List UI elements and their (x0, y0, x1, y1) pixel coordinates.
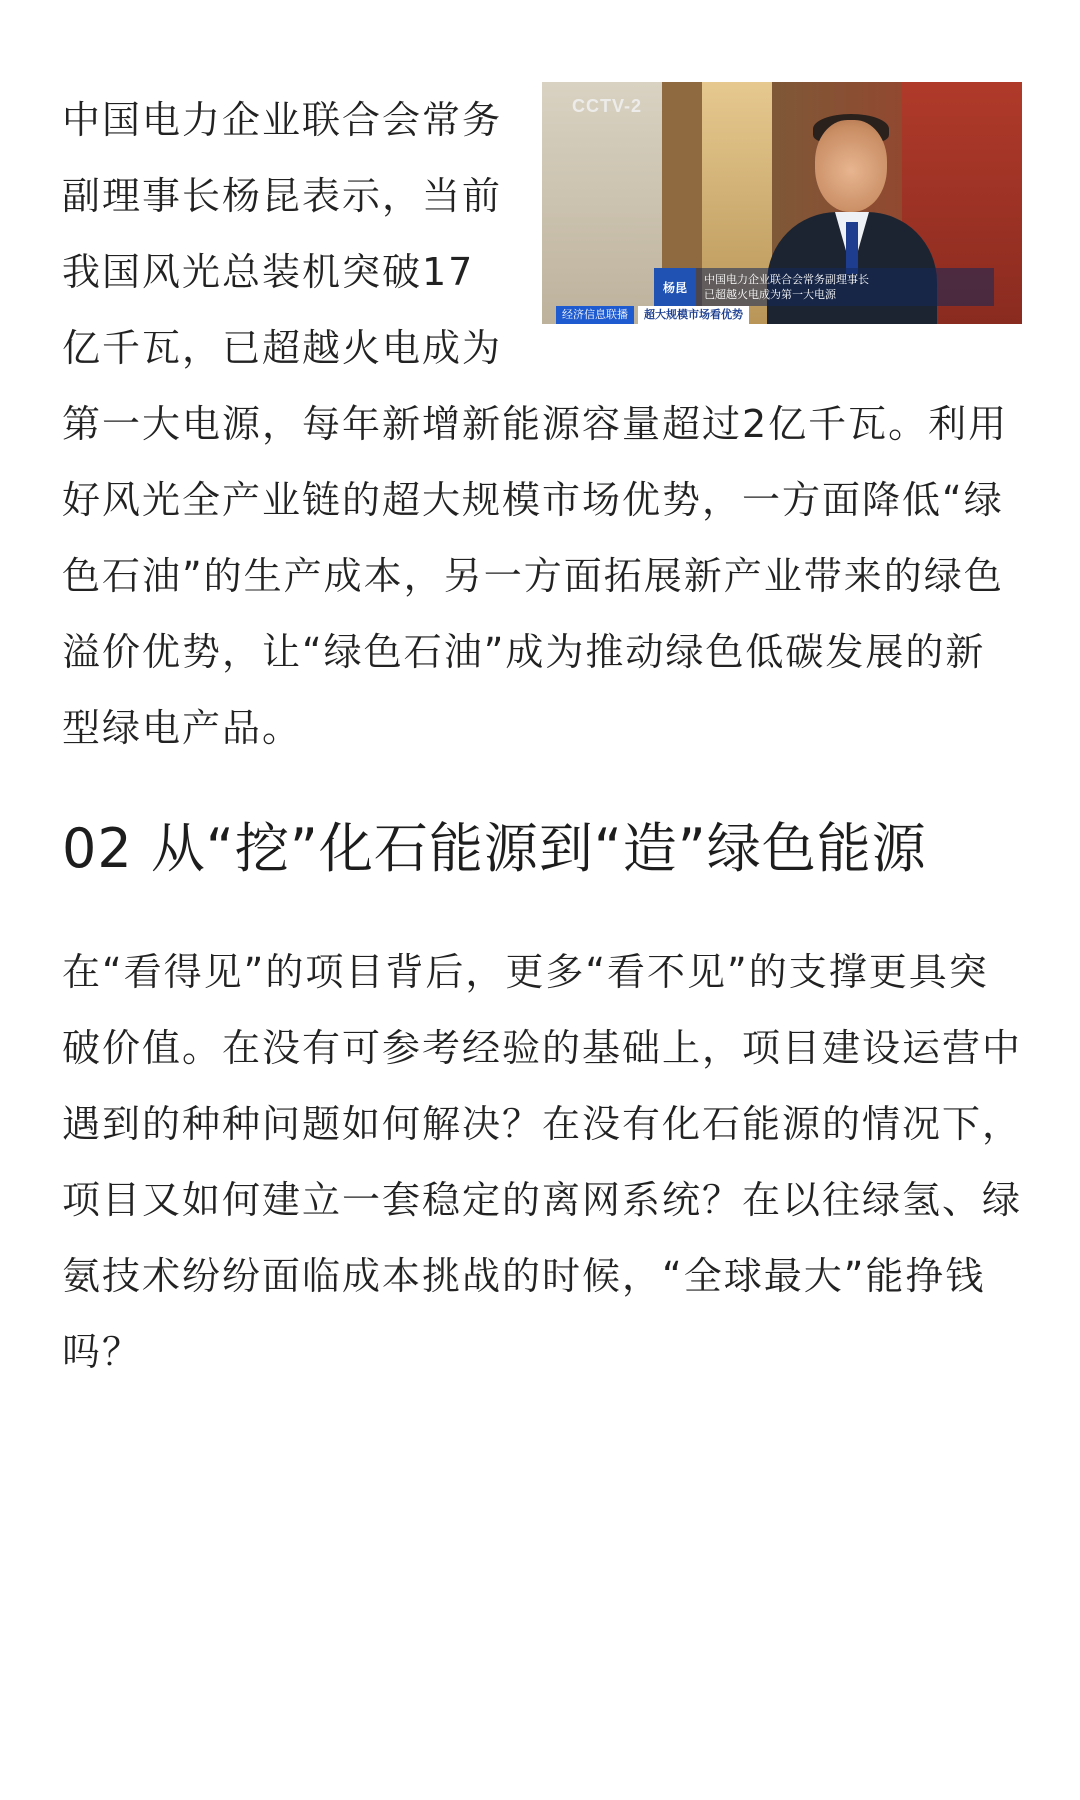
paragraph-2: 在“看得见”的项目背后，更多“看不见”的支撑更具突破价值。在没有可参考经验的基础上，项目建设运营中遇到的种种问题如何解决？在没有化石能源的情况下，项目又如何建立一套稳定的离网系统？在以往绿氢、绿氨技术纷纷面临成本挑战的时候，“全球最大”能挣钱吗？ (62, 950, 1023, 1374)
speaker-name: 杨昆 (654, 268, 696, 306)
caption-text (704, 272, 869, 302)
article-body (62, 82, 1022, 1390)
tie (846, 222, 858, 274)
program-topic: 超大规模市场看优势 (638, 306, 749, 324)
program-name: 经济信息联播 (556, 306, 634, 324)
head (815, 120, 887, 212)
background-panel (542, 82, 662, 324)
program-ticker (556, 306, 749, 324)
paragraph-1: 中国电力企业联合会常务副理事长杨昆表示，当前我国风光总装机突破17亿千瓦，已超越火电成为第一大电源，每年新增新能源容量超过2亿千瓦。利用好风光全产业链的超大规模市场优势，一方面降低“绿色石油”的生产成本，另一方面拓展新产业带来的绿色溢价优势，让“绿色石油”成为推动绿色低碳发展的新型绿电产品。 (62, 98, 1009, 750)
lower-third-caption (654, 268, 994, 306)
news-video-image[interactable] (542, 82, 1022, 324)
section-heading: 02 从“挖”化石能源到“造”绿色能源 (62, 817, 927, 880)
caption-line-1: 中国电力企业联合会常务副理事长 (704, 273, 869, 286)
channel-logo: CCTV-2 (572, 96, 643, 116)
caption-line-2: 已超越火电成为第一大电源 (704, 288, 836, 301)
